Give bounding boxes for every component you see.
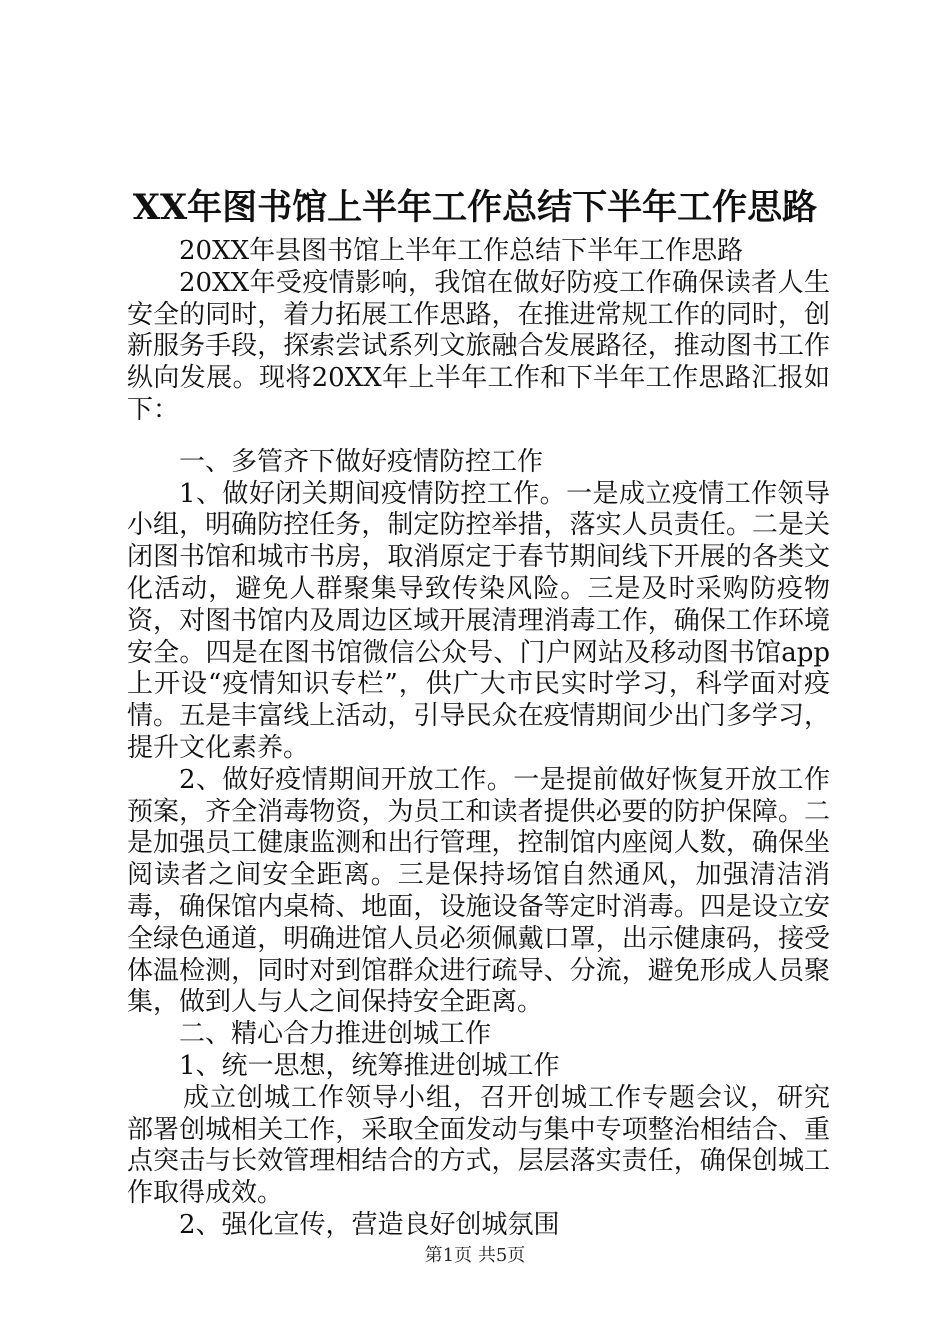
document-title: XX年图书馆上半年工作总结下半年工作思路	[132, 187, 818, 228]
subtitle-paragraph: 20XX年县图书馆上半年工作总结下半年工作思路	[179, 236, 744, 266]
body-paragraph: 成立创城工作领导小组，召开创城工作专题会议，研究部署创城相关工作，采取全面发动与集中专项整治相结合、重点突击与长效管理相结合的方式，层层落实责任，确保创城工作取得成效。	[127, 1082, 830, 1209]
body-paragraph: 2、做好疫情期间开放工作。一是提前做好恢复开放工作预案，齐全消毒物资，为员工和读者提供必要的防护保障。二是加强员工健康监测和出行管理，控制馆内座阅人数，确保坐阅读者之间安全距离。三是保持场馆自然通风，加强清洁消毒，确保馆内桌椅、地面，设施设备等定时消毒。四是设立安全绿色通道，明确进馆人员必须佩戴口罩，出示健康码，接受体温检测，同时对到馆群众进行疏导、分流，避免形成人员聚集，做到人与人之间保持安全距离。	[127, 764, 830, 1018]
sub-heading: 2、强化宣传，营造良好创城氛围	[179, 1209, 560, 1240]
section-heading-1: 一、多管齐下做好疫情防控工作	[179, 446, 544, 477]
document-body	[127, 236, 830, 1242]
intro-paragraph: 20XX年受疫情影响，我馆在做好防疫工作确保读者人生安全的同时，着力拓展工作思路，在推进常规工作的同时，创新服务手段，探索尝试系列文旅融合发展路径，推动图书工作纵向发展。现将20XX年上半年工作和下半年工作思路汇报如下：	[127, 267, 830, 425]
body-paragraph: 1、做好闭关期间疫情防控工作。一是成立疫情工作领导小组，明确防控任务，制定防控举措，落实人员责任。二是关闭图书馆和城市书房，取消原定于春节期间线下开展的各类文化活动，避免人群聚集导致传染风险。三是及时采购防疫物资，对图书馆内及周边区域开展清理消毒工作，确保工作环境安全。四是在图书馆微信公众号、门户网站及移动图书馆app上开设“疫情知识专栏”，供广大市民实时学习，科学面对疫情。五是丰富线上活动，引导民众在疫情期间少出门多学习，提升文化素养。	[127, 478, 830, 763]
sub-heading: 1、统一思想，统筹推进创城工作	[179, 1050, 560, 1081]
page-footer: 第1页 共5页	[424, 1245, 526, 1266]
section-heading-2: 二、精心合力推进创城工作	[179, 1019, 492, 1050]
